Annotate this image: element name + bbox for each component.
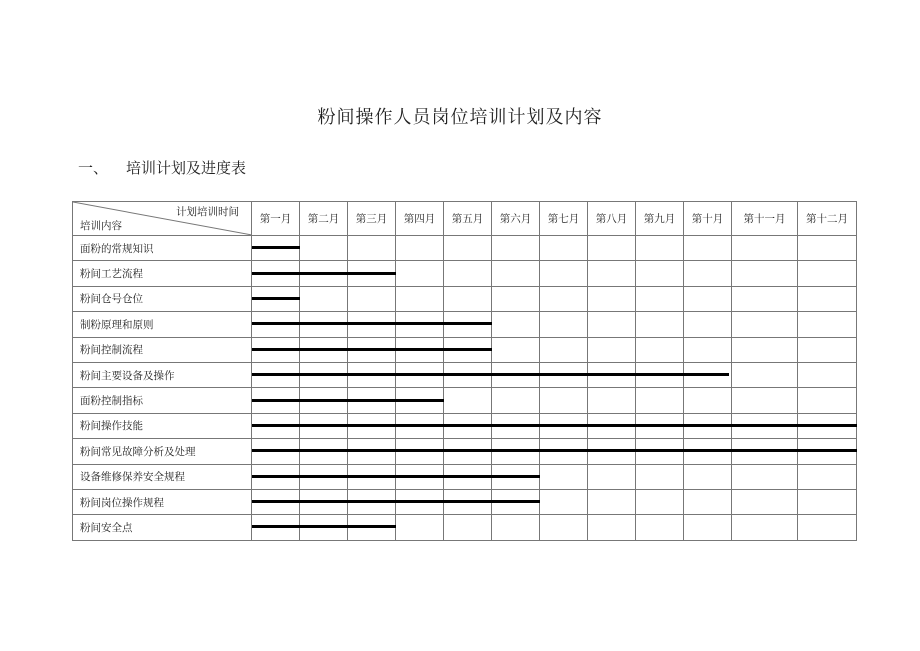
training-topic: 面粉控制指标: [73, 388, 252, 413]
month-header: 第十一月: [732, 202, 798, 236]
month-cell: [396, 515, 444, 540]
month-header: 第十月: [684, 202, 732, 236]
document-title: 粉间操作人员岗位培训计划及内容: [317, 107, 603, 128]
month-cell: [732, 312, 798, 337]
training-topic: 面粉的常规知识: [73, 236, 252, 261]
training-topic: 设备维修保养安全规程: [73, 464, 252, 489]
schedule-bar: [252, 348, 492, 351]
month-cell: [540, 464, 588, 489]
table-row: [73, 489, 857, 514]
month-cell: [540, 312, 588, 337]
month-cell: [252, 337, 300, 362]
month-cell: [492, 337, 540, 362]
table-row: [73, 388, 857, 413]
month-cell: [684, 515, 732, 540]
month-cell: [540, 489, 588, 514]
training-topic: 粉间主要设备及操作: [73, 362, 252, 387]
month-cell: [252, 489, 300, 514]
month-cell: [732, 337, 798, 362]
month-cell: [252, 236, 300, 261]
month-cell: [540, 236, 588, 261]
month-cell: [588, 286, 636, 311]
month-cell: [588, 312, 636, 337]
table-row: [73, 464, 857, 489]
training-topic: 粉间工艺流程: [73, 261, 252, 286]
month-cell: [300, 286, 348, 311]
schedule-bar: [252, 272, 396, 275]
month-cell: [396, 286, 444, 311]
month-cell: [444, 236, 492, 261]
month-cell: [396, 261, 444, 286]
month-cell: [492, 286, 540, 311]
month-cell: [684, 261, 732, 286]
month-cell: [588, 464, 636, 489]
month-cell: [798, 489, 857, 514]
schedule-bar: [252, 399, 444, 402]
month-cell: [588, 261, 636, 286]
table-row: [73, 515, 857, 540]
section-number: 一、: [78, 159, 109, 177]
month-header: 第九月: [636, 202, 684, 236]
training-topic: 制粉原理和原则: [73, 312, 252, 337]
month-cell: [492, 261, 540, 286]
schedule-bar: [252, 449, 857, 452]
month-cell: [492, 312, 540, 337]
section-heading: [78, 157, 246, 178]
header-content-label: 培训内容: [80, 220, 122, 232]
section-title: 培训计划及进度表: [126, 159, 247, 177]
header-row: [73, 202, 857, 236]
month-cell: [732, 261, 798, 286]
month-cell: [798, 515, 857, 540]
month-cell: [252, 515, 300, 540]
header-corner-cell: [73, 202, 252, 236]
month-cell: [252, 261, 300, 286]
table-row: [73, 236, 857, 261]
month-cell: [540, 261, 588, 286]
month-cell: [252, 312, 300, 337]
month-cell: [798, 362, 857, 387]
training-schedule-table: [72, 201, 857, 541]
month-cell: [684, 489, 732, 514]
month-header: 第五月: [444, 202, 492, 236]
month-cell: [636, 236, 684, 261]
month-cell: [684, 464, 732, 489]
training-topic: 粉间仓号仓位: [73, 286, 252, 311]
month-cell: [798, 337, 857, 362]
month-cell: [684, 312, 732, 337]
month-cell: [348, 286, 396, 311]
month-cell: [684, 337, 732, 362]
month-cell: [588, 388, 636, 413]
month-cell: [540, 337, 588, 362]
month-cell: [300, 236, 348, 261]
month-cell: [636, 515, 684, 540]
table-row: [73, 362, 857, 387]
month-cell: [684, 236, 732, 261]
schedule-bar: [252, 475, 540, 478]
month-cell: [636, 464, 684, 489]
schedule-bar: [252, 246, 300, 249]
month-cell: [636, 312, 684, 337]
month-cell: [444, 261, 492, 286]
month-cell: [588, 236, 636, 261]
schedule-bar: [252, 373, 729, 376]
month-header: 第一月: [252, 202, 300, 236]
month-cell: [732, 286, 798, 311]
schedule-bar: [252, 424, 857, 427]
month-cell: [444, 515, 492, 540]
month-cell: [540, 515, 588, 540]
month-cell: [798, 312, 857, 337]
month-cell: [732, 388, 798, 413]
month-cell: [732, 489, 798, 514]
schedule-bar: [252, 322, 492, 325]
month-cell: [636, 261, 684, 286]
month-header: 第七月: [540, 202, 588, 236]
month-cell: [444, 388, 492, 413]
month-cell: [252, 388, 300, 413]
month-cell: [492, 515, 540, 540]
month-cell: [636, 337, 684, 362]
table-row: [73, 439, 857, 464]
table-row: [73, 286, 857, 311]
month-cell: [252, 286, 300, 311]
month-header: 第十二月: [798, 202, 857, 236]
month-cell: [540, 388, 588, 413]
month-cell: [636, 286, 684, 311]
training-topic: 粉间岗位操作规程: [73, 489, 252, 514]
month-cell: [684, 388, 732, 413]
month-cell: [252, 439, 300, 464]
month-cell: [444, 286, 492, 311]
schedule-bar: [252, 297, 300, 300]
training-topic: 粉间操作技能: [73, 413, 252, 438]
month-cell: [732, 515, 798, 540]
training-topic: 粉间常见故障分析及处理: [73, 439, 252, 464]
month-cell: [732, 362, 798, 387]
month-cell: [396, 236, 444, 261]
month-cell: [540, 286, 588, 311]
month-cell: [252, 413, 300, 438]
month-cell: [732, 464, 798, 489]
month-header: 第二月: [300, 202, 348, 236]
month-cell: [732, 236, 798, 261]
month-cell: [798, 286, 857, 311]
header-time-label: 计划培训时间: [176, 206, 239, 218]
month-header: 第八月: [588, 202, 636, 236]
month-cell: [798, 236, 857, 261]
month-cell: [492, 388, 540, 413]
month-cell: [252, 362, 300, 387]
month-cell: [348, 236, 396, 261]
month-cell: [798, 464, 857, 489]
table-row: [73, 413, 857, 438]
month-cell: [684, 286, 732, 311]
month-cell: [492, 236, 540, 261]
month-cell: [798, 261, 857, 286]
month-header: 第六月: [492, 202, 540, 236]
table-row: [73, 312, 857, 337]
schedule-bar: [252, 500, 540, 503]
training-topic: 粉间控制流程: [73, 337, 252, 362]
month-cell: [252, 464, 300, 489]
month-header: 第四月: [396, 202, 444, 236]
month-cell: [588, 489, 636, 514]
month-cell: [588, 515, 636, 540]
table-row: [73, 337, 857, 362]
month-cell: [588, 337, 636, 362]
schedule-bar: [252, 525, 396, 528]
training-topic: 粉间安全点: [73, 515, 252, 540]
month-cell: [636, 388, 684, 413]
table-row: [73, 261, 857, 286]
month-cell: [798, 388, 857, 413]
month-header: 第三月: [348, 202, 396, 236]
month-cell: [636, 489, 684, 514]
